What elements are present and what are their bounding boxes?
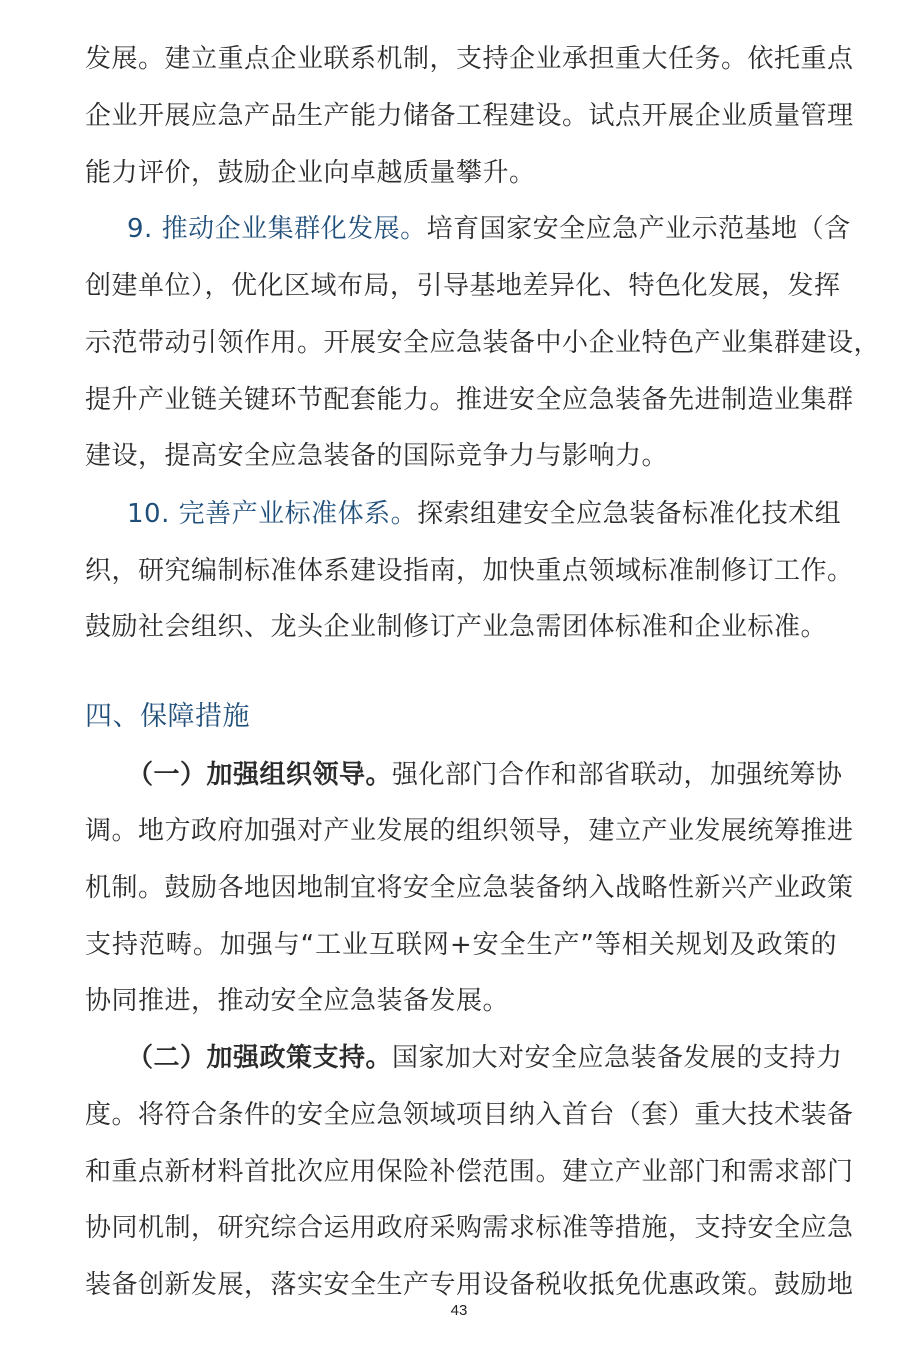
paragraph-line: 提升产业链关键环节配套能力。推进安全应急装备先进制造业集群: [85, 385, 854, 415]
paragraph-line: 和重点新材料首批次应用保险补偿范围。建立产业部门和需求部门: [85, 1157, 854, 1187]
item-10-first-line: [127, 499, 842, 529]
sub-1-title: （一）加强组织领导。: [127, 760, 393, 790]
item-9-text: 培育国家安全应急产业示范基地（含: [426, 214, 851, 244]
paragraph-line: 支持范畴。加强与“工业互联网+安全生产”等相关规划及政策的: [85, 930, 837, 960]
page-number: 43: [450, 1302, 468, 1319]
paragraph-line: 建设，提高安全应急装备的国际竞争力与影响力。: [85, 441, 669, 471]
section-heading: 四、保障措施: [85, 701, 250, 732]
paragraph-line: 创建单位），优化区域布局，引导基地差异化、特色化发展，发挥: [85, 271, 841, 301]
sub-1-text: 强化部门合作和部省联动，加强统筹协: [392, 760, 843, 790]
paragraph-line: 发展。建立重点企业联系机制，支持企业承担重大任务。依托重点: [85, 44, 854, 74]
paragraph-line: 度。将符合条件的安全应急领域项目纳入首台（套）重大技术装备: [85, 1100, 854, 1130]
paragraph-line: 机制。鼓励各地因地制宜将安全应急装备纳入战略性新兴产业政策: [85, 873, 854, 903]
paragraph-line: 织，研究编制标准体系建设指南，加快重点领域标准制修订工作。: [85, 556, 854, 586]
paragraph-line: 调。地方政府加强对产业发展的组织领导，建立产业发展统筹推进: [85, 816, 854, 846]
sub-2-first-line: [127, 1043, 843, 1073]
paragraph-line: 鼓励社会组织、龙头企业制修订产业急需团体标准和企业标准。: [85, 612, 828, 642]
paragraph-line: 示范带动引领作用。开展安全应急装备中小企业特色产业集群建设，: [85, 328, 881, 358]
item-10-text: 探索组建安全应急装备标准化技术组: [417, 499, 842, 529]
sub-2-title: （二）加强政策支持。: [127, 1043, 393, 1073]
item-9-title: 9. 推动企业集群化发展。: [127, 214, 427, 244]
sub-1-first-line: [127, 760, 843, 790]
paragraph-line: 协同推进，推动安全应急装备发展。: [85, 986, 510, 1016]
item-10-title: 10. 完善产业标准体系。: [127, 499, 418, 529]
sub-2-text: 国家加大对安全应急装备发展的支持力: [392, 1043, 843, 1073]
item-9-first-line: [127, 214, 851, 244]
paragraph-line: 企业开展应急产品生产能力储备工程建设。试点开展企业质量管理: [85, 101, 854, 131]
paragraph-line: 能力评价，鼓励企业向卓越质量攀升。: [85, 158, 536, 188]
paragraph-line: 装备创新发展，落实安全生产专用设备税收抵免优惠政策。鼓励地: [85, 1270, 854, 1300]
paragraph-line: 协同机制，研究综合运用政府采购需求标准等措施，支持安全应急: [85, 1213, 854, 1243]
